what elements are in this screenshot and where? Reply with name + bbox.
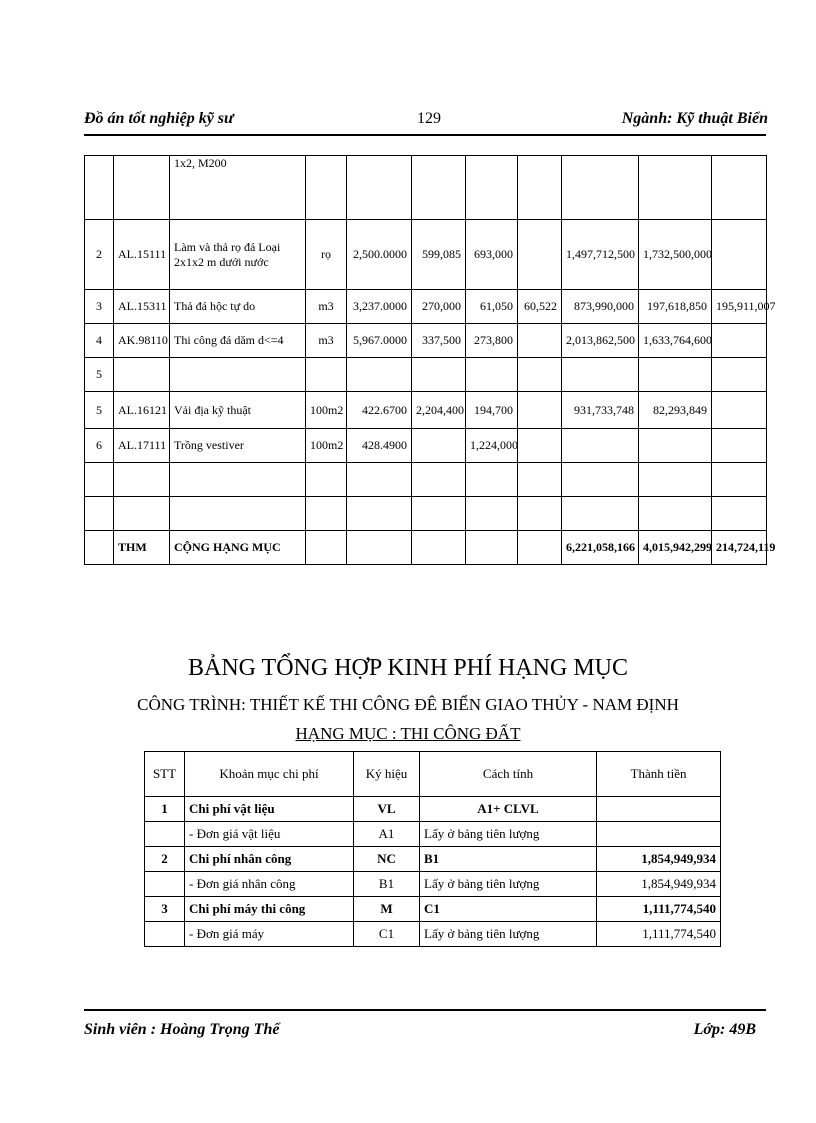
table-cell: 2 (85, 220, 114, 290)
table-cell (412, 497, 466, 531)
table-cell (114, 463, 170, 497)
summary-row (145, 822, 721, 847)
summary-cell-formula: Lấy ở bảng tiên lượng (420, 922, 597, 947)
table-cell: 1,633,764,600 (639, 324, 712, 358)
summary-cell-code: C1 (354, 922, 420, 947)
table-row (85, 220, 767, 290)
table-cell: 5,967.0000 (347, 324, 412, 358)
cost-estimate-table (84, 155, 776, 565)
table-cell (306, 531, 347, 565)
table-cell: 873,990,000 (562, 290, 639, 324)
table-cell (712, 463, 767, 497)
summary-cell-formula: B1 (420, 847, 597, 872)
table-cell (306, 358, 347, 392)
header-cell: STT (145, 752, 185, 797)
table-cell: 3 (85, 290, 114, 324)
table-cell (712, 392, 767, 429)
summary-cell-formula: A1+ CLVL (420, 797, 597, 822)
table-cell (639, 358, 712, 392)
table-cell (518, 358, 562, 392)
summary-cell-item: Chi phí nhân công (185, 847, 354, 872)
table-cell: m3 (306, 290, 347, 324)
table-cell: 693,000 (466, 220, 518, 290)
summary-cell-stt: 2 (145, 847, 185, 872)
table-cell: 60,522 (518, 290, 562, 324)
summary-row (145, 847, 721, 872)
summary-cell-item: Chi phí máy thi công (185, 897, 354, 922)
table-cell: 599,085 (412, 220, 466, 290)
table-cell (114, 497, 170, 531)
table-cell (466, 497, 518, 531)
header-cell: Cách tính (420, 752, 597, 797)
table-cell (562, 429, 639, 463)
table-row (85, 463, 767, 497)
table-cell: Vải địa kỹ thuật (170, 392, 306, 429)
table-cell (466, 358, 518, 392)
table-cell: 214,724,119 (712, 531, 767, 565)
table-cell: 2,500.0000 (347, 220, 412, 290)
table-cell: 5 (85, 358, 114, 392)
table-cell (412, 429, 466, 463)
table-cell (412, 531, 466, 565)
table-cell (712, 358, 767, 392)
table-cell: AL.15311 (114, 290, 170, 324)
table-cell (562, 358, 639, 392)
table-cell: AL.17111 (114, 429, 170, 463)
footer-student: Sinh viên : Hoàng Trọng Thể (84, 1021, 280, 1038)
summary-cell-code: B1 (354, 872, 420, 897)
table-cell: 194,700 (466, 392, 518, 429)
table-cell: 273,800 (466, 324, 518, 358)
table-cell (306, 463, 347, 497)
table-cell: 1,732,500,000 (639, 220, 712, 290)
summary-cell-amount: 1,854,949,934 (597, 872, 721, 897)
table-row (85, 324, 767, 358)
table-cell: 931,733,748 (562, 392, 639, 429)
summary-cell-code: A1 (354, 822, 420, 847)
summary-header-row (145, 752, 721, 797)
table-cell (170, 358, 306, 392)
summary-cell-formula: C1 (420, 897, 597, 922)
summary-cell-item: - Đơn giá máy (185, 922, 354, 947)
table-cell: 6,221,058,166 (562, 531, 639, 565)
summary-project: CÔNG TRÌNH: THIẾT KẾ THI CÔNG ĐÊ BIỂN GIAO THỦY - NAM ĐỊNH (137, 695, 679, 714)
header-cell: Thành tiền (597, 752, 721, 797)
table-cell (639, 156, 712, 220)
table-cell (347, 156, 412, 220)
summary-cell-amount: 1,854,949,934 (597, 847, 721, 872)
summary-cell-item: Chi phí vật liệu (185, 797, 354, 822)
table-cell (412, 463, 466, 497)
table-cell (347, 497, 412, 531)
table-cell (85, 497, 114, 531)
summary-cell-formula: Lấy ở bảng tiên lượng (420, 822, 597, 847)
table-cell: 2,013,862,500 (562, 324, 639, 358)
table-cell (466, 156, 518, 220)
header-department: Ngành: Kỹ thuật Biển (621, 110, 768, 127)
summary-cell-amount: 1,111,774,540 (597, 897, 721, 922)
table-cell (170, 463, 306, 497)
table-cell: 270,000 (412, 290, 466, 324)
summary-category: HẠNG MỤC : THI CÔNG ĐẤT (295, 724, 521, 743)
table-cell: 2,204,400 (412, 392, 466, 429)
table-cell: 1x2, M200 (170, 156, 306, 220)
table-cell: Làm và thả rọ đá Loại 2x1x2 m dưới nước (170, 220, 306, 290)
table-cell (114, 156, 170, 220)
table-cell (306, 156, 347, 220)
table-cell (466, 531, 518, 565)
table-cell: THM (114, 531, 170, 565)
table-cell: m3 (306, 324, 347, 358)
table-cell (712, 220, 767, 290)
summary-cell-amount (597, 822, 721, 847)
summary-cell-amount: 1,111,774,540 (597, 922, 721, 947)
table-cell (518, 429, 562, 463)
cost-summary-body (145, 752, 721, 947)
table-cell: rọ (306, 220, 347, 290)
header-cell: Khoản mục chi phí (185, 752, 354, 797)
table-cell (518, 531, 562, 565)
page-header (84, 108, 768, 136)
table-cell (412, 358, 466, 392)
table-cell (639, 463, 712, 497)
table-cell: AL.16121 (114, 392, 170, 429)
table-cell (712, 429, 767, 463)
table-cell: 337,500 (412, 324, 466, 358)
table-cell (412, 156, 466, 220)
table-cell: 4,015,942,299 (639, 531, 712, 565)
table-cell (562, 156, 639, 220)
footer-class: Lớp: 49B (693, 1021, 756, 1038)
summary-cell-formula: Lấy ở bảng tiên lượng (420, 872, 597, 897)
table-cell: CỘNG HẠNG MỤC (170, 531, 306, 565)
table-cell (85, 463, 114, 497)
table-row (85, 392, 767, 429)
summary-row (145, 897, 721, 922)
table-cell (306, 497, 347, 531)
table-cell: 100m2 (306, 429, 347, 463)
table-cell (518, 463, 562, 497)
table-cell: 61,050 (466, 290, 518, 324)
table-row (85, 156, 767, 220)
table-cell (518, 392, 562, 429)
table-cell (518, 156, 562, 220)
table-cell: 195,911,007 (712, 290, 767, 324)
table-cell (712, 156, 767, 220)
table-cell (170, 497, 306, 531)
page-number: 129 (417, 110, 441, 127)
table-cell: 197,618,850 (639, 290, 712, 324)
table-cell (562, 497, 639, 531)
table-cell (114, 358, 170, 392)
table-cell: AK.98110 (114, 324, 170, 358)
summary-cell-stt (145, 822, 185, 847)
table-cell (518, 497, 562, 531)
summary-cell-amount (597, 797, 721, 822)
table-cell: 422.6700 (347, 392, 412, 429)
table-row (85, 497, 767, 531)
header-cell: Ký hiệu (354, 752, 420, 797)
table-cell (347, 463, 412, 497)
cost-summary-table (144, 751, 721, 947)
table-cell: 1,497,712,500 (562, 220, 639, 290)
table-cell: 1,224,000 (466, 429, 518, 463)
summary-cell-code: VL (354, 797, 420, 822)
table-cell (562, 463, 639, 497)
table-cell: Thả đá hộc tự do (170, 290, 306, 324)
cost-estimate-body (85, 156, 776, 565)
table-cell (712, 324, 767, 358)
header-rule (84, 134, 766, 136)
table-cell (347, 531, 412, 565)
table-cell: 5 (85, 392, 114, 429)
table-cell (639, 429, 712, 463)
table-cell (518, 324, 562, 358)
table-cell (712, 497, 767, 531)
table-row (85, 290, 767, 324)
table-cell: 428.4900 (347, 429, 412, 463)
table-cell: Trồng vestiver (170, 429, 306, 463)
table-cell (639, 497, 712, 531)
table-cell (518, 220, 562, 290)
table-row (85, 358, 767, 392)
total-row (85, 531, 767, 565)
table-cell (85, 156, 114, 220)
summary-cell-item: - Đơn giá vật liệu (185, 822, 354, 847)
summary-cell-stt: 1 (145, 797, 185, 822)
summary-row (145, 872, 721, 897)
table-cell: Thi công đá dăm d<=4 (170, 324, 306, 358)
summary-row (145, 922, 721, 947)
header-thesis-title: Đồ án tốt nghiệp kỹ sư (84, 110, 234, 127)
summary-title: BẢNG TỔNG HỢP KINH PHÍ HẠNG MỤC (187, 655, 628, 681)
summary-cell-code: NC (354, 847, 420, 872)
table-cell: 4 (85, 324, 114, 358)
table-cell: 3,237.0000 (347, 290, 412, 324)
summary-row (145, 797, 721, 822)
table-cell (347, 358, 412, 392)
summary-cell-stt: 3 (145, 897, 185, 922)
footer-rule (84, 1009, 766, 1011)
table-cell: AL.15111 (114, 220, 170, 290)
summary-cell-code: M (354, 897, 420, 922)
table-cell: 82,293,849 (639, 392, 712, 429)
table-cell: 100m2 (306, 392, 347, 429)
summary-cell-stt (145, 922, 185, 947)
summary-cell-item: - Đơn giá nhân công (185, 872, 354, 897)
table-cell (85, 531, 114, 565)
table-cell: 6 (85, 429, 114, 463)
table-cell (466, 463, 518, 497)
table-row (85, 429, 767, 463)
summary-cell-stt (145, 872, 185, 897)
